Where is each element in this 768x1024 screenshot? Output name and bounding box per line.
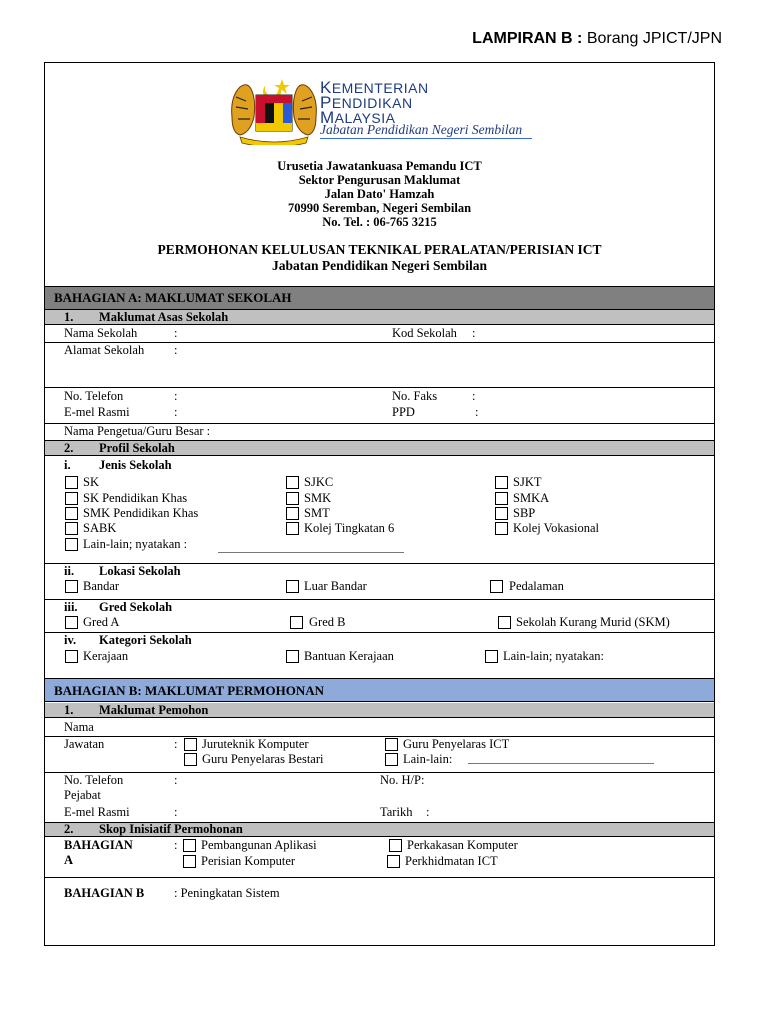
pejabat-label: Pejabat: [64, 788, 101, 802]
checkbox-sjkt[interactable]: [495, 476, 508, 489]
colon: :: [174, 405, 178, 419]
colon: :: [174, 838, 178, 852]
option-pedalaman: Pedalaman: [509, 579, 564, 593]
option-sjkt: SJKT: [513, 475, 542, 489]
option-sk: SK: [83, 475, 99, 489]
colon: :: [174, 326, 178, 340]
option-kolej-tingkatan-6: Kolej Tingkatan 6: [304, 521, 395, 535]
checkbox-perisian-komputer[interactable]: [183, 855, 196, 868]
logo-rule: [320, 138, 532, 139]
subsection-b1-number: 1.: [64, 703, 74, 717]
option-bantuan-kerajaan: Bantuan Kerajaan: [304, 649, 394, 663]
peningkatan-sistem-label: : Peningkatan Sistem: [174, 886, 280, 900]
checkbox-juruteknik-komputer[interactable]: [184, 738, 197, 751]
colon: :: [174, 343, 178, 357]
option-sbp: SBP: [513, 506, 536, 520]
colon: :: [475, 405, 479, 419]
checkbox-guru-penyelaras-ict[interactable]: [385, 738, 398, 751]
section-b-title: BAHAGIAN B: MAKLUMAT PERMOHONAN: [54, 683, 324, 698]
no-faks-label: No. Faks: [392, 389, 438, 403]
checkbox-smk[interactable]: [286, 492, 299, 505]
gred-title: Gred Sekolah: [99, 600, 173, 614]
checkbox-sk-pendidikan-khas[interactable]: [65, 492, 78, 505]
option-kolej-vokasional: Kolej Vokasional: [513, 521, 599, 535]
option-gred-b: Gred B: [309, 615, 346, 629]
checkbox-pembangunan-aplikasi[interactable]: [183, 839, 196, 852]
checkbox-guru-penyelaras-bestari[interactable]: [184, 753, 197, 766]
row-divider: [44, 736, 715, 737]
form-title: PERMOHONAN KELULUSAN TEKNIKAL PERALATAN/PERISIAN ICT: [157, 242, 602, 257]
jenis-title: Jenis Sekolah: [99, 458, 172, 472]
logo-subtitle: Jabatan Pendidikan Negeri Sembilan: [320, 122, 523, 137]
checkbox-perkakasan-komputer[interactable]: [389, 839, 402, 852]
checkbox-smk-pendidikan-khas[interactable]: [65, 507, 78, 520]
nama-sekolah-label: Nama Sekolah: [64, 326, 138, 340]
option-kerajaan: Kerajaan: [83, 649, 129, 663]
option-juruteknik-komputer: Juruteknik Komputer: [202, 737, 309, 751]
option-lain-lain-kategori: Lain-lain; nyatakan:: [503, 649, 605, 663]
ppd-label: PPD: [392, 405, 415, 419]
checkbox-kolej-vokasional[interactable]: [495, 522, 508, 535]
option-lain-lain-jawatan: Lain-lain:: [403, 752, 453, 766]
nama-pengetua-label: Nama Pengetua/Guru Besar :: [64, 424, 211, 438]
option-perisian-komputer: Perisian Komputer: [201, 854, 296, 868]
option-smka: SMKA: [513, 491, 550, 505]
colon: :: [174, 389, 178, 403]
nama-pemohon-label: Nama: [64, 720, 94, 734]
subsection-a1-number: 1.: [64, 310, 74, 324]
option-guru-penyelaras-bestari: Guru Penyelaras Bestari: [202, 752, 324, 766]
logo-text-line-2: PENDIDIKAN: [320, 93, 413, 112]
checkbox-smt[interactable]: [286, 507, 299, 520]
gred-number: iii.: [64, 600, 78, 614]
row-divider: [44, 387, 715, 388]
address-line-3: Jalan Dato' Hamzah: [324, 187, 435, 201]
bahagian-a-letter: A: [64, 853, 74, 867]
logo-text-line-1: KEMENTERIAN: [320, 78, 429, 97]
section-a-title: BAHAGIAN A: MAKLUMAT SEKOLAH: [54, 290, 292, 305]
checkbox-perkhidmatan-ict[interactable]: [387, 855, 400, 868]
bahagian-b-label: BAHAGIAN B: [64, 886, 145, 900]
checkbox-lain-lain-jenis[interactable]: [65, 538, 78, 551]
option-skm: Sekolah Kurang Murid (SKM): [516, 615, 670, 629]
option-perkhidmatan-ict: Perkhidmatan ICT: [405, 854, 498, 868]
colon: :: [174, 805, 178, 819]
checkbox-luar-bandar[interactable]: [286, 580, 299, 593]
document-reference: LAMPIRAN B : Borang JPICT/JPN: [472, 30, 722, 47]
no-telefon-label: No. Telefon: [64, 389, 124, 403]
jenis-number: i.: [64, 458, 71, 472]
checkbox-smka[interactable]: [495, 492, 508, 505]
checkbox-bantuan-kerajaan[interactable]: [286, 650, 299, 663]
colon: :: [174, 773, 178, 787]
colon: :: [472, 389, 476, 403]
kod-sekolah-label: Kod Sekolah: [392, 326, 457, 340]
option-guru-penyelaras-ict: Guru Penyelaras ICT: [403, 737, 510, 751]
option-gred-a: Gred A: [83, 615, 120, 629]
lain-lain-jenis-line[interactable]: [218, 552, 404, 553]
checkbox-skm[interactable]: [498, 616, 511, 629]
subsection-b2-title: Skop Inisiatif Permohonan: [99, 822, 243, 836]
alamat-sekolah-label: Alamat Sekolah: [64, 343, 145, 357]
no-telefon-pemohon-label: No. Telefon: [64, 773, 124, 787]
colon: :: [426, 805, 430, 819]
kategori-title: Kategori Sekolah: [99, 633, 192, 647]
emel-rasmi-pemohon-label: E-mel Rasmi: [64, 805, 130, 819]
subsection-b1-title: Maklumat Pemohon: [99, 703, 209, 717]
option-sabk: SABK: [83, 521, 117, 535]
kategori-number: iv.: [64, 633, 77, 647]
bahagian-a-label: BAHAGIAN: [64, 838, 133, 852]
checkbox-bandar[interactable]: [65, 580, 78, 593]
checkbox-kerajaan[interactable]: [65, 650, 78, 663]
subsection-a1-title: Maklumat Asas Sekolah: [99, 310, 229, 324]
checkbox-sk[interactable]: [65, 476, 78, 489]
checkbox-lain-lain-jawatan[interactable]: [385, 753, 398, 766]
colon: :: [472, 326, 476, 340]
checkbox-sabk[interactable]: [65, 522, 78, 535]
row-divider: [44, 877, 715, 878]
option-sjkc: SJKC: [304, 475, 334, 489]
option-bandar: Bandar: [83, 579, 120, 593]
checkbox-sbp[interactable]: [495, 507, 508, 520]
option-smk: SMK: [304, 491, 332, 505]
option-sk-pendidikan-khas: SK Pendidikan Khas: [83, 491, 188, 505]
logo-text-line-3: MALAYSIA: [320, 108, 396, 127]
checkbox-kolej-tingkatan-6[interactable]: [286, 522, 299, 535]
no-hp-label: No. H/P:: [380, 773, 425, 787]
row-divider: [44, 342, 715, 343]
tarikh-label: Tarikh: [380, 805, 413, 819]
emel-rasmi-label: E-mel Rasmi: [64, 405, 130, 419]
address-line-5: No. Tel. : 06-765 3215: [322, 215, 437, 229]
address-line-4: 70990 Seremban, Negeri Sembilan: [287, 201, 472, 215]
subsection-a2-number: 2.: [64, 441, 74, 455]
checkbox-sjkc[interactable]: [286, 476, 299, 489]
form-subtitle: Jabatan Pendidikan Negeri Sembilan: [272, 258, 487, 273]
checkbox-lain-lain-kategori[interactable]: [485, 650, 498, 663]
option-lain-lain-jenis: Lain-lain; nyatakan :: [83, 537, 188, 551]
subsection-b2-number: 2.: [64, 822, 74, 836]
option-luar-bandar: Luar Bandar: [304, 579, 367, 593]
lokasi-number: ii.: [64, 564, 75, 578]
lain-lain-jawatan-line[interactable]: [468, 763, 654, 764]
subsection-a2-title: Profil Sekolah: [99, 441, 175, 455]
checkbox-pedalaman[interactable]: [490, 580, 503, 593]
option-smk-pendidikan-khas: SMK Pendidikan Khas: [83, 506, 199, 520]
address-line-2: Sektor Pengurusan Maklumat: [298, 173, 461, 187]
checkbox-gred-a[interactable]: [65, 616, 78, 629]
option-pembangunan-aplikasi: Pembangunan Aplikasi: [201, 838, 317, 852]
checkbox-gred-b[interactable]: [290, 616, 303, 629]
jawatan-label: Jawatan: [64, 737, 105, 751]
ministry-crest-icon: [226, 77, 322, 145]
option-perkakasan-komputer: Perkakasan Komputer: [407, 838, 518, 852]
address-line-1: Urusetia Jawatankuasa Pemandu ICT: [277, 159, 482, 173]
lokasi-title: Lokasi Sekolah: [99, 564, 181, 578]
option-smt: SMT: [304, 506, 330, 520]
colon: :: [174, 737, 178, 751]
